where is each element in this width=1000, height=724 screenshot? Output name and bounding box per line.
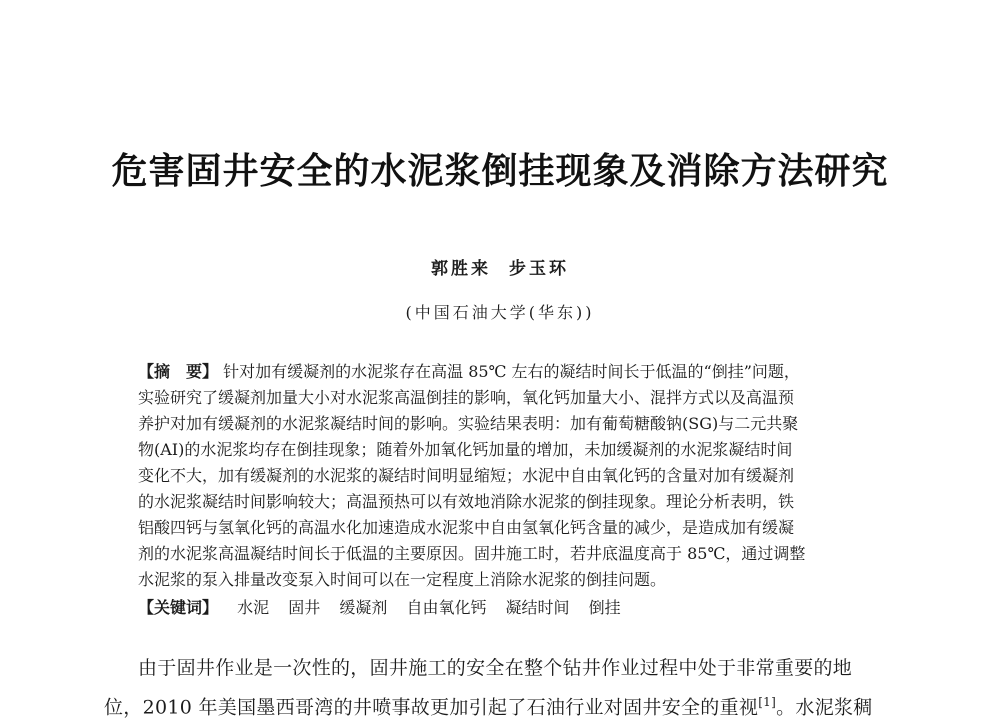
keyword: 自由氧化钙 <box>406 598 487 617</box>
author-name: 步玉环 <box>509 259 569 279</box>
affiliation: (中国石油大学(华东)) <box>405 303 595 322</box>
body-paragraph-line: 由于固井作业是一次性的，固井施工的安全在整个钻井作业过程中处于非常重要的地 <box>138 657 853 679</box>
keyword: 水泥 <box>237 598 270 617</box>
author-list <box>0 254 1000 279</box>
keyword: 缓凝剂 <box>339 598 388 617</box>
abstract-line: 物(AI)的水泥浆均存在倒挂现象；随着外加氧化钙加量的增加，未加缓凝剂的水泥浆凝结时间 <box>138 440 793 459</box>
abstract-line: 的水泥浆凝结时间影响较大；高温预热可以有效地消除水泥浆的倒挂现象。理论分析表明，铁 <box>138 492 795 511</box>
keywords-label: 【关键词】 <box>138 598 219 617</box>
abstract-line: 剂的水泥浆高温凝结时间长于低温的主要原因。固井施工时，若井底温度高于 85℃，通过调整 <box>138 544 806 563</box>
citation-marker: [1] <box>758 695 777 709</box>
abstract-line: 实验研究了缓凝剂加量大小对水泥浆高温倒挂的影响，氧化钙加量大小、混拌方式以及高温预 <box>138 388 795 407</box>
abstract-line: 变化不大，加有缓凝剂的水泥浆的凝结时间明显缩短；水泥中自由氧化钙的含量对加有缓凝剂 <box>138 466 795 485</box>
abstract-line: 水泥浆的泵入排量改变泵入时间可以在一定程度上消除水泥浆的倒挂问题。 <box>138 570 667 589</box>
keywords <box>138 598 621 618</box>
paper-title: 危害固井安全的水泥浆倒挂现象及消除方法研究 <box>111 151 889 192</box>
abstract-line: 【摘 要】 针对加有缓凝剂的水泥浆存在高温 85℃ 左右的凝结时间长于低温的“倒挂”问题， <box>138 362 800 381</box>
abstract-line: 铝酸四钙与氢氧化钙的高温水化加速造成水泥浆中自由氢氧化钙含量的减少，是造成加有缓凝 <box>138 518 795 537</box>
keyword: 凝结时间 <box>505 598 570 617</box>
abstract-line: 养护对加有缓凝剂的水泥浆凝结时间的影响。实验结果表明：加有葡萄糖酸钠(SG)与二元共聚 <box>138 414 799 433</box>
abstract-label: 【摘 要】 <box>138 362 219 381</box>
keyword: 倒挂 <box>588 598 621 617</box>
body-paragraph-line: 位，2010 年美国墨西哥湾的井喷事故更加引起了石油行业对固井安全的重视[1]。水泥浆稠 <box>104 695 873 719</box>
author-name: 郭胜来 <box>431 259 491 279</box>
keyword: 固井 <box>288 598 321 617</box>
